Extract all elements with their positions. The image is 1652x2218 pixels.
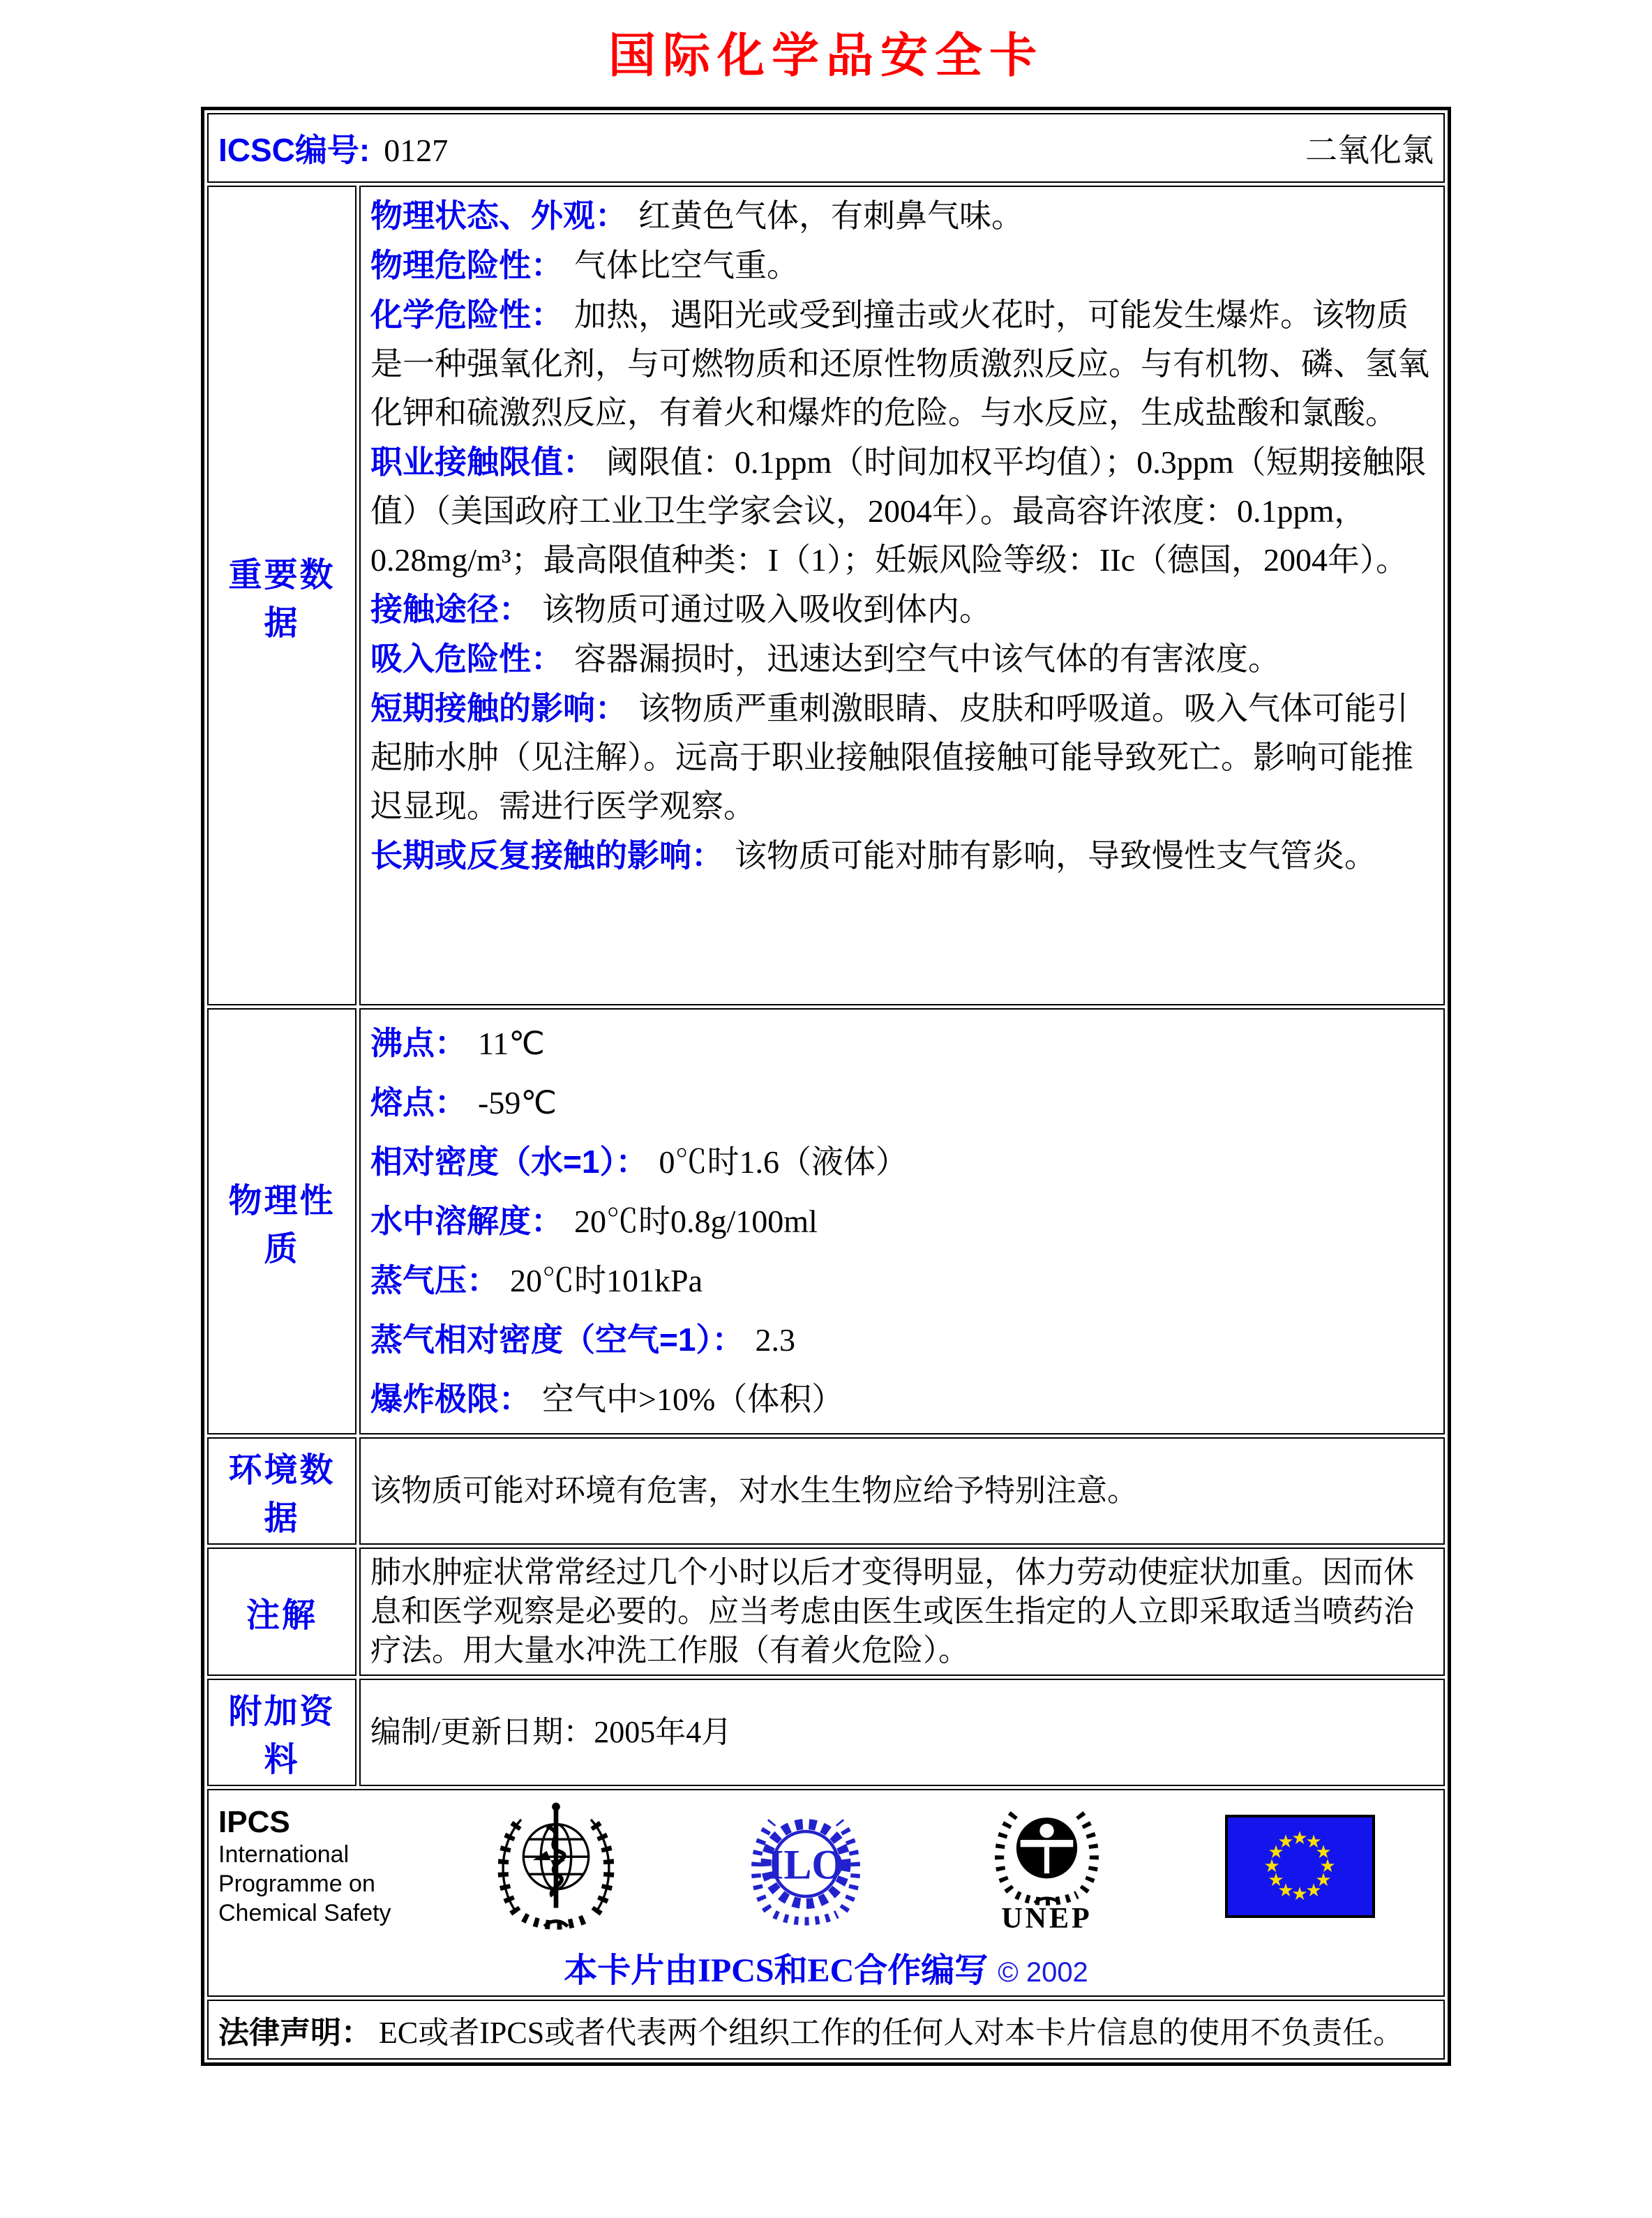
legal-row [207,2000,1445,2060]
svg-text:★: ★ [1319,1855,1336,1877]
ipcs-title: IPCS [218,1804,290,1839]
section-label-physical-properties: 物理性质 [207,1008,356,1434]
entry-relative-density: 相对密度（水=1）： 0℃时1.6（液体） [370,1144,908,1180]
svg-text:ILO: ILO [767,1841,845,1888]
unep-logo-block [986,1797,1108,1935]
icsc-card-table [201,107,1451,2066]
entry-boiling-point: 沸点： 11℃ [370,1025,545,1061]
svg-text:★: ★ [1268,1869,1284,1891]
entry-occupational-limits: 职业接触限值： 阈限值：0.1ppm（时间加权平均值）；0.3ppm（短期接触限值）（美国政府工业卫生学家会议，2004年）。最高容许浓度：0.1ppm，0.28mg/m³；最高限值种类：I（1）；妊娠风险等级：IIc（德国，2004年）。 [370,444,1427,578]
unep-label: UNEP [1001,1902,1092,1935]
physical-properties-row [207,1008,1445,1434]
chemical-name: 二氧化氯 [1305,133,1434,168]
footer-cell [207,1789,1445,1997]
icsc-number-group [218,125,448,171]
legal-cell [207,2000,1445,2060]
section-label-notes: 注解 [207,1548,356,1676]
entry-water-solubility: 水中溶解度： 20℃时0.8g/100ml [370,1203,818,1239]
entry-melting-point: 熔点： -59℃ [370,1084,557,1121]
section-label-additional-info: 附加资料 [207,1679,356,1786]
icsc-number-value: 0127 [384,133,449,168]
ipcs-text-block: IPCS International Programme on Chemical Safety [218,1805,428,1928]
additional-info-row [207,1679,1445,1786]
svg-text:★: ★ [1263,1855,1280,1877]
svg-text:★: ★ [1305,1880,1322,1901]
footer-row [207,1789,1445,1997]
page-title: 国际化学品安全卡 [608,29,1044,82]
header-row [207,113,1445,183]
entry-long-term-effects: 长期或反复接触的影响： 该物质可能对肺有影响，导致慢性支气管炎。 [370,837,1376,874]
important-data-row [207,186,1445,1005]
important-data-content [359,186,1445,1005]
section-label-important-data: 重要数据 [207,186,356,1005]
svg-text:★: ★ [1315,1869,1332,1891]
entry-short-term-effects: 短期接触的影响： 该物质严重刺激眼睛、皮肤和呼吸道。吸入气体可能引起肺水肿（见注解）。远高于职业接触限值接触可能导致死亡。影响可能推迟显现。需进行医学观察。 [370,690,1413,824]
entry-vapor-density: 蒸气相对密度（空气=1）： 2.3 [370,1321,795,1358]
additional-info-content: 编制/更新日期：2005年4月 [359,1679,1445,1786]
entry-chemical-danger: 化学危险性： 加热，遇阳光或受到撞击或火花时，可能发生爆炸。该物质是一种强氧化剂，与可燃物质和还原性物质激烈反应。与有机物、磷、氢氧化钾和硫激烈反应，有着火和爆炸的危险。与水反应，生成盐酸和氯酸。 [370,297,1429,430]
icsc-number-label: ICSC编号: [218,132,370,168]
section-label-environmental-data: 环境数据 [207,1437,356,1545]
svg-text:★: ★ [1305,1831,1322,1852]
entry-vapor-pressure: 蒸气压： 20℃时101kPa [370,1262,703,1298]
ilo-logo-icon [743,1798,869,1934]
entry-explosive-limits: 爆炸极限： 空气中>10%（体积） [370,1381,844,1417]
svg-text:★: ★ [1268,1841,1284,1863]
notes-content: 肺水肿症状常常经过几个小时以后才变得明显，体力劳动使症状加重。因而休息和医学观察是必要的。应当考虑由医生或医生指定的人立即采取适当喷药治疗法。用大量水冲洗工作服（有着火危险）。 [359,1548,1445,1676]
svg-text:★: ★ [1277,1880,1294,1901]
header-cell [207,113,1445,183]
eu-flag-icon [1225,1815,1375,1918]
environmental-data-row [207,1437,1445,1545]
physical-properties-content [359,1008,1445,1434]
svg-text:★: ★ [1291,1827,1308,1849]
legal-text: EC或者IPCS或者代表两个组织工作的任何人对本卡片信息的使用不负责任。 [379,2016,1404,2050]
svg-text:★: ★ [1277,1831,1294,1852]
entry-inhalation-risk: 吸入危险性： 容器漏损时，迅速达到空气中该气体的有害浓度。 [370,640,1280,677]
legal-label: 法律声明： [218,2016,372,2050]
copyright-text: © 2002 [998,1957,1088,1988]
entry-physical-state: 物理状态、外观： 红黄色气体，有刺鼻气味。 [370,197,1023,234]
unep-logo-icon [986,1797,1108,1909]
who-logo-icon [486,1794,626,1938]
notes-row [207,1548,1445,1676]
entry-physical-danger: 物理危险性： 气体比空气重。 [370,247,799,283]
svg-text:★: ★ [1315,1841,1332,1863]
footer-caption: 本卡片由IPCS和EC合作编写 © 2002 [564,1952,1088,1989]
environmental-data-content: 该物质可能对环境有危害，对水生生物应给予特别注意。 [359,1437,1445,1545]
entry-exposure-routes: 接触途径： 该物质可通过吸入吸收到体内。 [370,591,991,627]
svg-text:★: ★ [1291,1883,1308,1905]
